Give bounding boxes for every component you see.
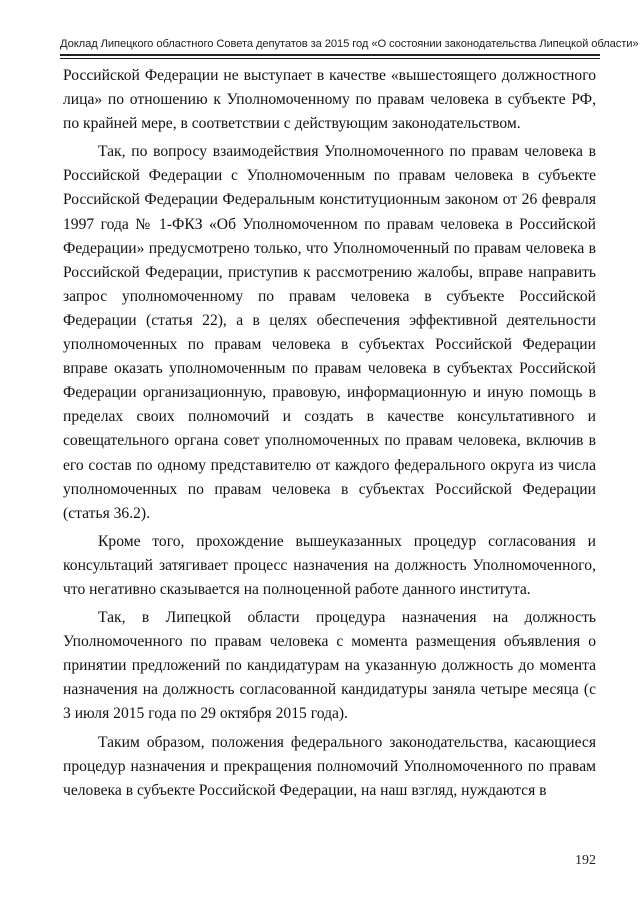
- paragraph-continued: Российской Федерации не выступает в качестве «вышестоящего должностного лица» по отношению к Уполномоченному по правам человека в субъекте РФ, по крайней мере, в соответствии с действующим законодательством.: [63, 67, 596, 133]
- body-text: [63, 64, 596, 803]
- paragraph: Таким образом, положения федерального законодательства, касающиеся процедур назначения и прекращения полномочий Уполномоченного по правам человека в субъекте Российской Федерации, на наш взгляд, нуждаются в: [63, 733, 596, 799]
- header-rule: [60, 54, 600, 56]
- header-rule-thin: [60, 58, 600, 59]
- running-header: Доклад Липецкого областного Совета депутатов за 2015 год «О состоянии законодательства Липецкой области»: [60, 38, 639, 50]
- paragraph: Так, по вопросу взаимодействия Уполномоченного по правам человека в Российской Федерации с Уполномоченным по правам человека в субъекте Российской Федерации Федеральным конституционным законом от 26 февраля 1997 года № 1-ФКЗ «Об Уполномоченном по правам человека в Российской Федерации» предусмотрено только, что Уполномоченный по правам человека в Российской Федерации, приступив к рассмотрению жалобы, вправе направить запрос уполномоченному по правам человека в субъекте Российской Федерации (статья 22), а в целях обеспечения эффективной деятельности уполномоченных по правам человека в субъектах Российской Федерации вправе оказать уполномоченным по правам человека в субъектах Российской Федерации организационную, правовую, информационную и иную помощь в пределах своих полномочий и создать в качестве консультативного и совещательного органа совет уполномоченных по правам человека, включив в его состав по одному представителю от каждого федерального округа из числа уполномоченных по правам человека в субъектах Российской Федерации (статья 36.2).: [63, 143, 596, 522]
- paragraph: Так, в Липецкой области процедура назначения на должность Уполномоченного по правам человека с момента размещения объявления о принятии предложений по кандидатурам на указанную должность до момента назначения на должность согласованной кандидатуры заняла четыре месяца (с 3 июля 2015 года по 29 октября 2015 года).: [63, 609, 596, 723]
- page-number: 192: [575, 853, 596, 868]
- paragraph: Кроме того, прохождение вышеуказанных процедур согласования и консультаций затягивает процесс назначения на должность Уполномоченного, что негативно сказывается на полноценной работе данного института.: [63, 532, 596, 598]
